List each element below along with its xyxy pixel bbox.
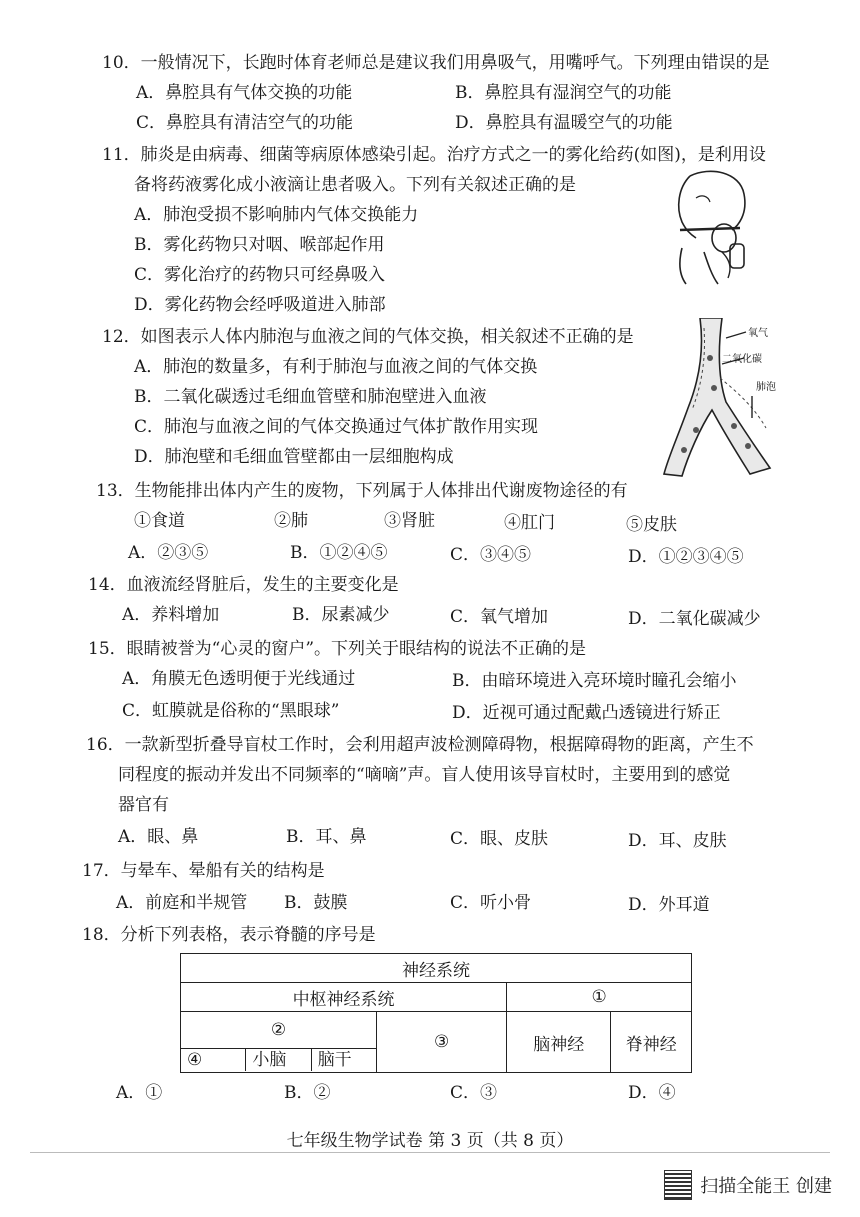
footer-divider bbox=[30, 1152, 830, 1153]
q17-stem: 17．与晕车、晕船有关的结构是 bbox=[82, 861, 325, 881]
q12-stem: 12．如图表示人体内肺泡与血液之间的气体交换，相关叙述不正确的是 bbox=[102, 327, 634, 347]
q10-stem: 10．一般情况下，长跑时体育老师总是建议我们用鼻吸气，用嘴呼气。下列理由错误的是 bbox=[102, 53, 770, 73]
table-brain-part-brainstem: 脑干 bbox=[317, 1050, 352, 1070]
q11-option-a: A．肺泡受损不影响肺内气体交换能力 bbox=[134, 205, 419, 225]
alveolus-gas-exchange-figure bbox=[660, 318, 780, 478]
table-peripheral-cell: ① bbox=[507, 983, 692, 1012]
q13-item-1: ①食道 bbox=[134, 511, 185, 531]
q15-option-a: A．角膜无色透明便于光线通过 bbox=[122, 669, 356, 689]
q10-option-b: B．鼻腔具有湿润空气的功能 bbox=[455, 83, 672, 103]
nebulizer-figure bbox=[660, 168, 760, 286]
q18-option-b: B．② bbox=[284, 1083, 331, 1103]
q15-option-d: D．近视可通过配戴凸透镜进行矫正 bbox=[452, 703, 721, 723]
q13-option-a: A．②③⑤ bbox=[128, 543, 209, 563]
q18-stem: 18．分析下列表格，表示脊髓的序号是 bbox=[82, 925, 376, 945]
q11-option-d: D．雾化药物会经呼吸道进入肺部 bbox=[134, 295, 386, 315]
q16-stem-line2: 同程度的振动并发出不同频率的“嘀嘀”声。盲人使用该导盲杖时，主要用到的感觉 bbox=[118, 765, 731, 785]
q14-option-d: D．二氧化碳减少 bbox=[628, 609, 761, 629]
q13-option-d: D．①②③④⑤ bbox=[628, 547, 744, 567]
q18-option-a: A．① bbox=[116, 1083, 163, 1103]
scanner-watermark bbox=[664, 1170, 832, 1200]
q12-option-b: B．二氧化碳透过毛细血管壁和肺泡壁进入血液 bbox=[134, 387, 487, 407]
q13-stem: 13．生物能排出体内产生的废物，下列属于人体排出代谢废物途径的有 bbox=[96, 481, 628, 501]
fig-label-oxygen: 氧气 bbox=[748, 328, 768, 339]
q13-item-3: ③肾脏 bbox=[384, 511, 435, 531]
q17-option-b: B．鼓膜 bbox=[284, 893, 348, 913]
nervous-system-table bbox=[180, 953, 692, 1073]
fig-label-co2: 二氧化碳 bbox=[722, 354, 762, 365]
table-spinal-nerve-cell: 脊神经 bbox=[611, 1012, 692, 1073]
table-brain-label: ② bbox=[270, 1020, 287, 1040]
q11-option-b: B．雾化药物只对咽、喉部起作用 bbox=[134, 235, 385, 255]
scanner-watermark-text: 扫描全能王 创建 bbox=[700, 1176, 832, 1197]
q16-option-a: A．眼、鼻 bbox=[118, 827, 199, 847]
q13-item-2: ②肺 bbox=[274, 511, 308, 531]
q15-stem: 15．眼睛被誉为“心灵的窗户”。下列关于眼结构的说法不正确的是 bbox=[88, 639, 587, 659]
q18-option-d: D．④ bbox=[628, 1083, 676, 1103]
table-root-cell: 神经系统 bbox=[181, 954, 692, 983]
q16-option-c: C．眼、皮肤 bbox=[450, 829, 549, 849]
q13-item-5: ⑤皮肤 bbox=[626, 515, 677, 535]
table-brain-parts bbox=[181, 1048, 376, 1071]
page-footer: 七年级生物学试卷 第 3 页（共 8 页） bbox=[286, 1131, 574, 1151]
q15-option-c: C．虹膜就是俗称的“黑眼球” bbox=[122, 701, 340, 721]
q16-option-d: D．耳、皮肤 bbox=[628, 831, 727, 851]
q14-option-b: B．尿素减少 bbox=[292, 605, 390, 625]
table-brain-part-cerebrum: ④ bbox=[181, 1049, 246, 1071]
q17-option-c: C．听小骨 bbox=[450, 893, 532, 913]
q10-option-c: C．鼻腔具有清洁空气的功能 bbox=[136, 113, 354, 133]
table-central-cell: 中枢神经系统 bbox=[181, 983, 507, 1012]
q13-item-4: ④肛门 bbox=[504, 513, 555, 533]
q11-stem-line2: 备将药液雾化成小液滴让患者吸入。下列有关叙述正确的是 bbox=[134, 175, 576, 195]
q16-stem-line3: 器官有 bbox=[118, 795, 169, 815]
q12-option-d: D．肺泡壁和毛细血管壁都由一层细胞构成 bbox=[134, 447, 454, 467]
q17-option-a: A．前庭和半规管 bbox=[116, 893, 248, 913]
q10-option-d: D．鼻腔具有温暖空气的功能 bbox=[455, 113, 673, 133]
q17-option-d: D．外耳道 bbox=[628, 895, 710, 915]
q16-stem-line1: 16．一款新型折叠导盲杖工作时，会利用超声波检测障碍物，根据障碍物的距离，产生不 bbox=[86, 735, 754, 755]
q12-option-a: A．肺泡的数量多，有利于肺泡与血液之间的气体交换 bbox=[134, 357, 538, 377]
table-brain-part-cerebellum: 小脑 bbox=[246, 1049, 311, 1071]
table-spinal-cell: ③ bbox=[377, 1012, 507, 1073]
table-brain-cell bbox=[181, 1012, 377, 1073]
q15-option-b: B．由暗环境进入亮环境时瞳孔会缩小 bbox=[452, 671, 737, 691]
q14-stem: 14．血液流经肾脏后，发生的主要变化是 bbox=[88, 575, 399, 595]
q11-option-c: C．雾化治疗的药物只可经鼻吸入 bbox=[134, 265, 386, 285]
q12-option-c: C．肺泡与血液之间的气体交换通过气体扩散作用实现 bbox=[134, 417, 539, 437]
qr-code-icon bbox=[664, 1170, 692, 1200]
table-cranial-nerve-cell: 脑神经 bbox=[507, 1012, 611, 1073]
q11-stem-line1: 11．肺炎是由病毒、细菌等病原体感染引起。治疗方式之一的雾化给药(如图)，是利用设 bbox=[102, 145, 766, 165]
q18-option-c: C．③ bbox=[450, 1083, 498, 1103]
q13-option-c: C．③④⑤ bbox=[450, 545, 532, 565]
q14-option-a: A．养料增加 bbox=[122, 605, 220, 625]
q10-option-a: A．鼻腔具有气体交换的功能 bbox=[136, 83, 353, 103]
q13-option-b: B．①②④⑤ bbox=[290, 543, 388, 563]
fig-label-alveolus: 肺泡 bbox=[756, 382, 776, 393]
q14-option-c: C．氧气增加 bbox=[450, 607, 549, 627]
q16-option-b: B．耳、鼻 bbox=[286, 827, 367, 847]
